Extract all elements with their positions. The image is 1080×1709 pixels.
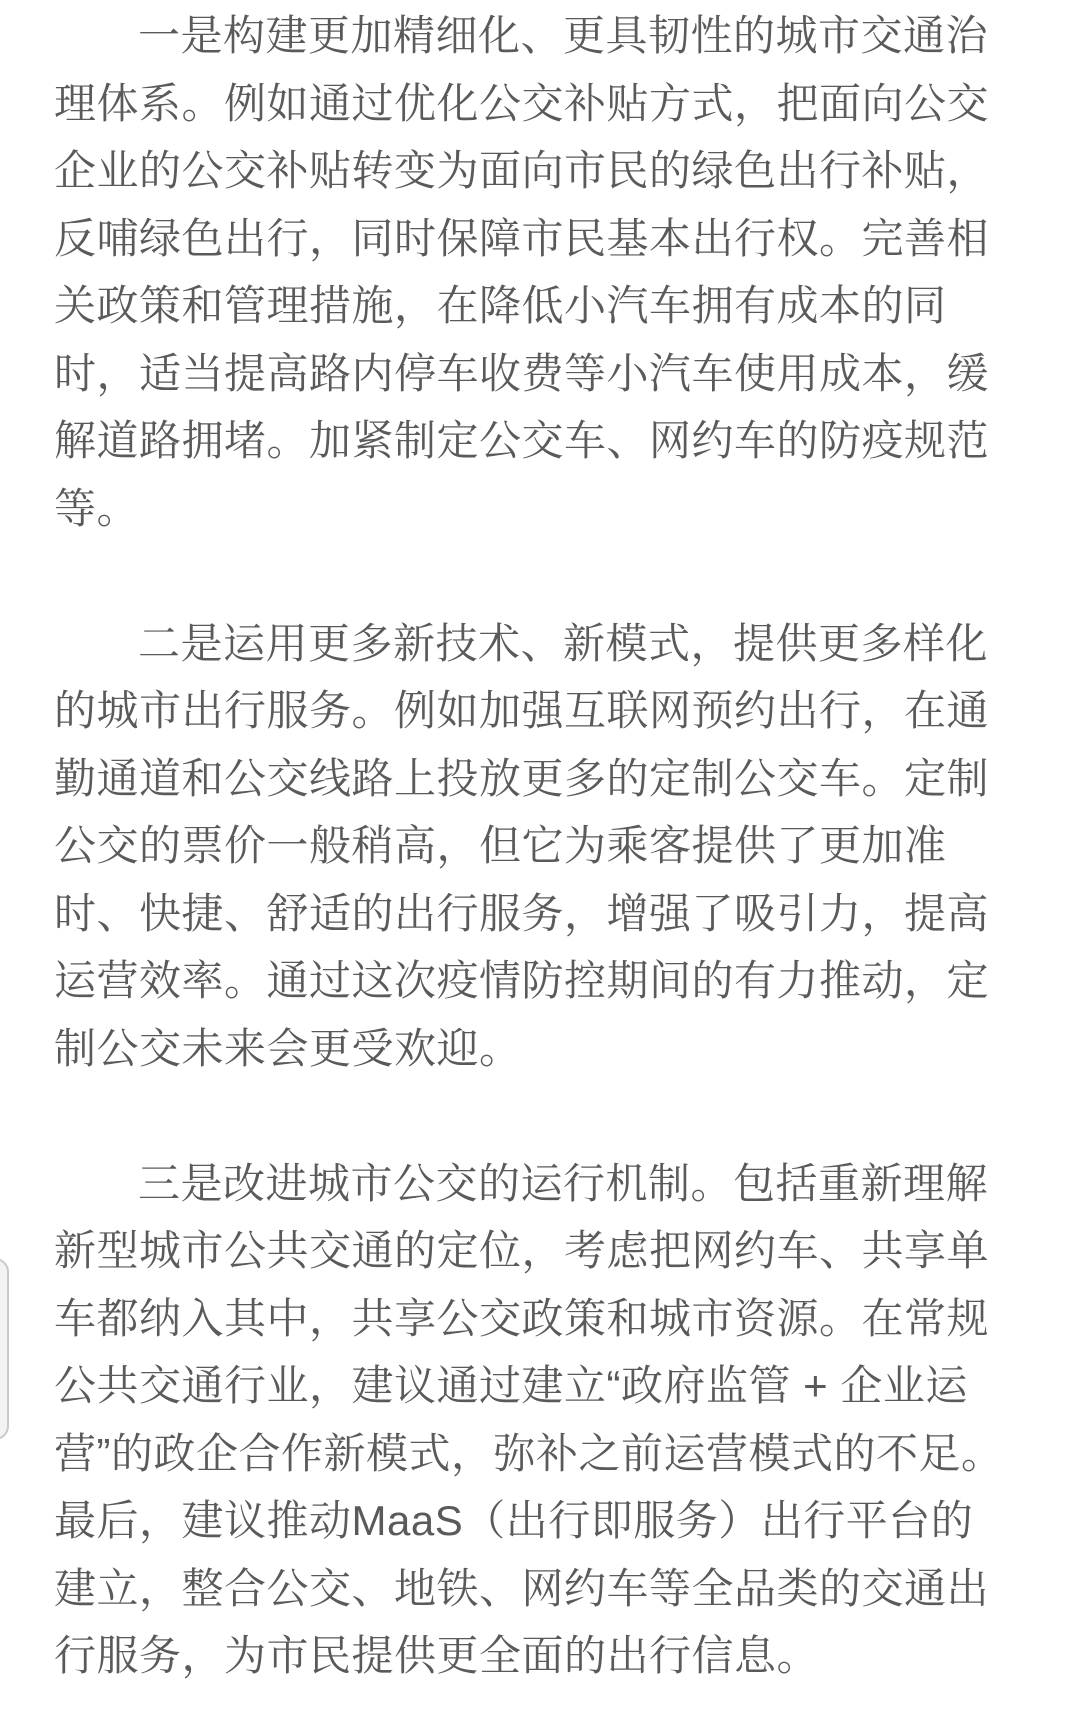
paragraph-1 (54, 2, 1034, 542)
text-line: 新型城市公共交通的定位，考虑把网约车、共享单 (54, 1227, 990, 1274)
text-line: 建立，整合公交、地铁、网约车等全品类的交通出 (54, 1564, 990, 1612)
paragraph-3 (54, 1150, 1034, 1690)
text-line: 勤通道和公交线路上投放更多的定制公交车。定制 (54, 754, 990, 802)
text-line: 车都纳入其中，共享公交政策和城市资源。在常规 (54, 1294, 990, 1342)
text-line: 关政策和管理措施，在降低小汽车拥有成本的同 (54, 282, 947, 329)
text-line: 运营效率。通过这次疫情防控期间的有力推动，定 (54, 957, 990, 1004)
text-line: 的城市出行服务。例如加强互联网预约出行，在通 (54, 687, 990, 734)
text-line: 营”的政企合作新模式，弥补之前运营模式的不足。 (54, 1429, 1004, 1477)
text-line: 等。 (54, 484, 140, 532)
text-line: 理体系。例如通过优化公交补贴方式，把面向公交 (54, 79, 990, 127)
text-line: 反哺绿色出行，同时保障市民基本出行权。完善相 (54, 214, 990, 262)
text-line: 公交的票价一般稍高，但它为乘客提供了更加准 (54, 822, 947, 869)
text-line: 解道路拥堵。加紧制定公交车、网约车的防疫规范 (54, 417, 990, 464)
text-line: 最后，建议推动MaaS（出行即服务）出行平台的 (54, 1497, 974, 1544)
text-line: 二是运用更多新技术、新模式，提供更多样化 (138, 619, 989, 667)
text-line: 公共交通行业，建议通过建立“政府监管 + 企业运 (54, 1362, 968, 1409)
edge-floating-handle[interactable] (0, 1258, 9, 1440)
text-line: 企业的公交补贴转变为面向市民的绿色出行补贴， (54, 147, 990, 194)
text-line: 行服务，为市民提供更全面的出行信息。 (54, 1632, 820, 1679)
text-line: 一是构建更加精细化、更具韧性的城市交通治 (138, 12, 989, 59)
article-body (54, 2, 1034, 1690)
text-line: 三是改进城市公交的运行机制。包括重新理解 (138, 1159, 989, 1207)
paragraph-2 (54, 610, 1034, 1083)
text-line: 时，适当提高路内停车收费等小汽车使用成本，缓 (54, 349, 990, 397)
text-line: 制公交未来会更受欢迎。 (54, 1024, 522, 1072)
text-line: 时、快捷、舒适的出行服务，增强了吸引力，提高 (54, 889, 990, 937)
